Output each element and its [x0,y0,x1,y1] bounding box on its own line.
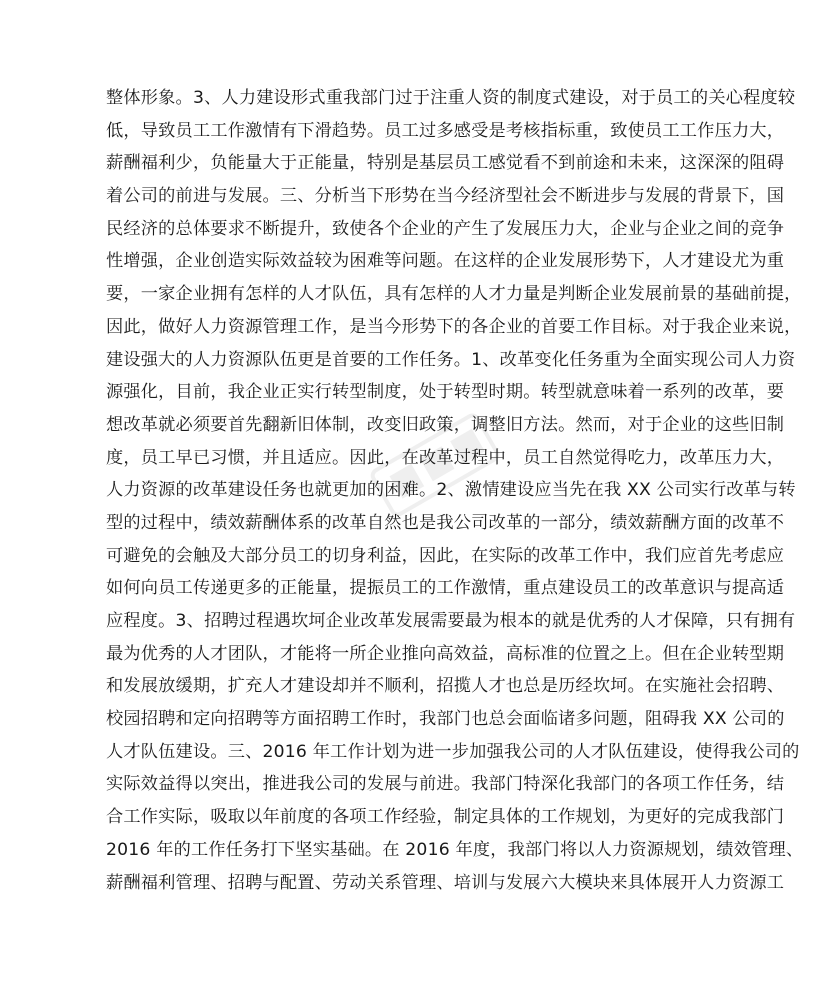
text-line: 建设强大的人力资源队伍更是首要的工作任务。1、改革变化任务重为全面实现公司人力资 [106,349,796,370]
text-line: 低，导致员工工作激情有下滑趋势。员工过多感受是考核指标重，致使员工工作压力大， [106,120,785,141]
body-text [106,82,804,899]
text-line: 性增强，企业创造实际效益较为困难等问题。在这样的企业发展形势下，人才建设尤为重 [106,251,785,272]
text-line: 薪酬福利少，负能量大于正能量，特别是基层员工感觉看不到前途和未来，这深深的阻碍 [106,153,785,174]
text-line: 想改革就必须要首先翻新旧体制，改变旧政策，调整旧方法。然而，对于企业的这些旧制 [106,414,785,435]
text-line: 如何向员工传递更多的正能量，提振员工的工作激情，重点建设员工的改革意识与提高适 [106,578,785,599]
text-line: 合工作实际，吸取以年前度的各项工作经验，制定具体的工作规划，为更好的完成我部门 [106,807,785,828]
text-line: 度，员工早已习惯，并且适应。因此，在改革过程中，员工自然觉得吃力，改革压力大， [106,447,785,468]
text-line: 因此，做好人力资源管理工作，是当今形势下的各企业的首要工作目标。对于我企业来说， [106,316,802,337]
text-line: 可避免的会触及大部分员工的切身利益，因此，在实际的改革工作中，我们应首先考虑应 [106,545,785,566]
text-line: 和发展放缓期，扩充人才建设却并不顺利，招揽人才也总是历经坎坷。在实施社会招聘、 [106,676,785,697]
text-line: 着公司的前进与发展。三、分析当下形势在当今经济型社会不断进步与发展的背景下，国 [106,186,785,207]
text-line: 薪酬福利管理、招聘与配置、劳动关系管理、培训与发展六大模块来具体展开人力资源工 [106,872,785,893]
text-line: 应程度。3、招聘过程遇坎坷企业改革发展需要最为根本的就是优秀的人才保障，只有拥有 [106,611,796,631]
text-line: 整体形象。3、人力建设形式重我部门过于注重人资的制度式建设，对于员工的关心程度较 [106,88,796,108]
text-line: 实际效益得以突出，推进我公司的发展与前进。我部门特深化我部门的各项工作任务，结 [106,774,785,795]
text-line: 民经济的总体要求不断提升，致使各个企业的产生了发展压力大，企业与企业之间的竞争 [106,218,785,239]
text-line: 人才队伍建设。三、2016 年工作计划为进一步加强我公司的人才队伍建设，使得我公司的 [106,741,800,762]
text-line: 人力资源的改革建设任务也就更加的困难。2、激情建设应当先在我 XX 公司实行改革与转 [106,480,796,501]
text-line: 要，一家企业拥有怎样的人才队伍，具有怎样的人才力量是判断企业发展前景的基础前提， [106,284,802,305]
text-line: 2016 年的工作任务打下坚实基础。在 2016 年度，我部门将以人力资源规划，绩效管理、 [106,839,804,860]
text-line: 最为优秀的人才团队，才能将一所企业推向高效益，高标准的位置之上。但在企业转型期 [106,643,785,664]
text-line: 源强化，目前，我企业正实行转型制度，处于转型时期。转型就意味着一系列的改革，要 [106,382,785,403]
text-line: 校园招聘和定向招聘等方面招聘工作时，我部门也总会面临诸多问题，阻碍我 XX 公司的 [106,709,785,730]
text-line: 型的过程中，绩效薪酬体系的改革自然也是我公司改革的一部分，绩效薪酬方面的改革不 [106,512,785,533]
